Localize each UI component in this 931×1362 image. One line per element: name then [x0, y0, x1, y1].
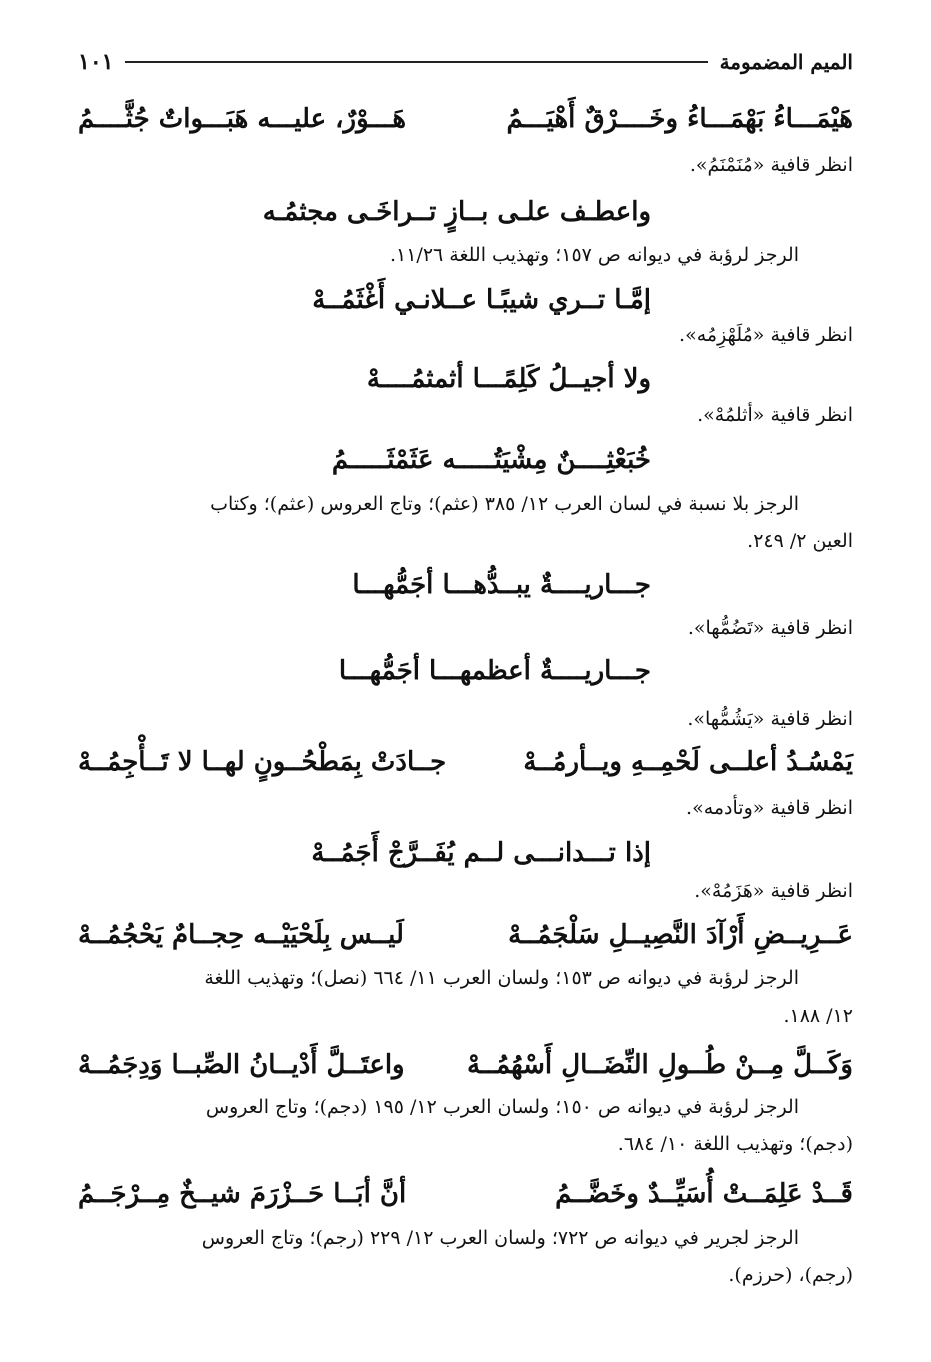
- note-12-line-2: (رجم)، (حرزم).: [728, 1264, 853, 1286]
- verse-3: إمَّـا تــري شيبًـا عــلانـي أَغْثَمُــهْ: [312, 285, 651, 315]
- note-2: الرجز لرؤبة في ديوانه ص ١٥٧؛ وتهذيب اللغة ١١/٢٦.: [389, 244, 799, 266]
- verse-2: واعطـف علـى بــازٍ تــراخَـى مجثمُـه: [262, 197, 651, 227]
- note-5-line-1: الرجز بلا نسبة في لسان العرب ١٢/ ٣٨٥ (عثم)؛ وتاج العروس (عثم)؛ وكتاب: [210, 493, 799, 515]
- verse-12-hemistich-1: قَــدْ عَلِمَــتْ أُسَيِّــدٌ وخَضَّــمُ: [555, 1179, 853, 1209]
- note-12-line-1: الرجز لجرير في ديوانه ص ٧٢٢؛ ولسان العرب ١٢/ ٢٢٩ (رجم)؛ وتاج العروس: [201, 1227, 799, 1249]
- note-7: انظر قافية «يَشُمُّها».: [687, 708, 853, 730]
- verse-1-hemistich-2: هَـــوْرٌ، عليـــه هَبَـــواتٌ جُثَّــــمُ: [78, 104, 407, 134]
- chapter-title: الميم المضمومة: [719, 50, 853, 74]
- note-1: انظر قافية «مُنَمْنَمُ».: [689, 154, 853, 176]
- verse-12-hemistich-2: أنَّ أبَــا حَــزْرَمَ شيــخٌ مِــرْجَــمُ: [78, 1179, 407, 1209]
- verse-10-hemistich-1: عَــرِيــضِ أَرْآدَ النَّصِيــلِ سَلْجَمُــهْ: [508, 920, 853, 950]
- note-9: انظر قافية «هَزَمُهْ».: [694, 880, 853, 902]
- verse-11-hemistich-1: وَكَــلَّ مِــنْ طُــولِ النِّضَــالِ أَسْهُمُــهْ: [466, 1050, 853, 1080]
- verse-8-hemistich-1: يَمْسُـدُ أعلــى لَحْمِــهِ ويــأرمُــهْ: [523, 747, 853, 777]
- note-11-line-2: (دجم)؛ وتهذيب اللغة ١٠/ ٦٨٤.: [617, 1133, 853, 1155]
- note-3: انظر قافية «مُلَهْزِمُه».: [679, 324, 853, 346]
- note-5-line-2: العين ٢/ ٢٤٩.: [747, 530, 853, 552]
- note-10-line-1: الرجز لرؤبة في ديوانه ص ١٥٣؛ ولسان العرب ١١/ ٦٦٤ (نصل)؛ وتهذيب اللغة: [204, 967, 799, 989]
- note-8: انظر قافية «وتأدمه».: [686, 797, 853, 819]
- verse-11-hemistich-2: واعتَــلَّ أَدْيــانُ الصِّبــا وَدِجَمُــهْ: [78, 1050, 405, 1080]
- note-6: انظر قافية «تَضُمُّها».: [687, 617, 853, 639]
- verse-1-hemistich-1: هَيْمَـــاءُ بَهْمَـــاءُ وخَــــرْقٌ أَهْيَـــمُ: [506, 104, 853, 134]
- page-number: ١٠١: [78, 49, 114, 75]
- verse-4: ولا أجيــلُ كَلِمًـــا أثمثمُــــهْ: [366, 364, 651, 394]
- note-4: انظر قافية «أثلمُهْ».: [697, 404, 853, 426]
- verse-5: خُبَعْثِــــنٌ مِشْيَتُـــــه عَثَمْثَـــــمُ: [331, 445, 651, 475]
- verse-9: إذا تـــدانـــى لــم يُفَــرَّجْ أَجَمُــهْ: [311, 838, 651, 868]
- note-10-line-2: ١٢/ ١٨٨.: [783, 1005, 853, 1027]
- verse-10-hemistich-2: لَيــس بِلَحْيَيْــه حِجــامٌ يَحْجُمُــهْ: [78, 920, 404, 950]
- verse-8-hemistich-2: جــادَتْ بِمَطْحُــونٍ لهــا لا تَــأْجِمُــهْ: [78, 747, 447, 777]
- verse-6: جـــاريــــةٌ يبــدُّهـــا أجَمُّهـــا: [352, 570, 651, 600]
- verse-7: جـــاريــــةٌ أعظمهـــا أجَمُّهـــا: [338, 656, 651, 686]
- note-11-line-1: الرجز لرؤبة في ديوانه ص ١٥٠؛ ولسان العرب ١٢/ ١٩٥ (دجم)؛ وتاج العروس: [205, 1096, 799, 1118]
